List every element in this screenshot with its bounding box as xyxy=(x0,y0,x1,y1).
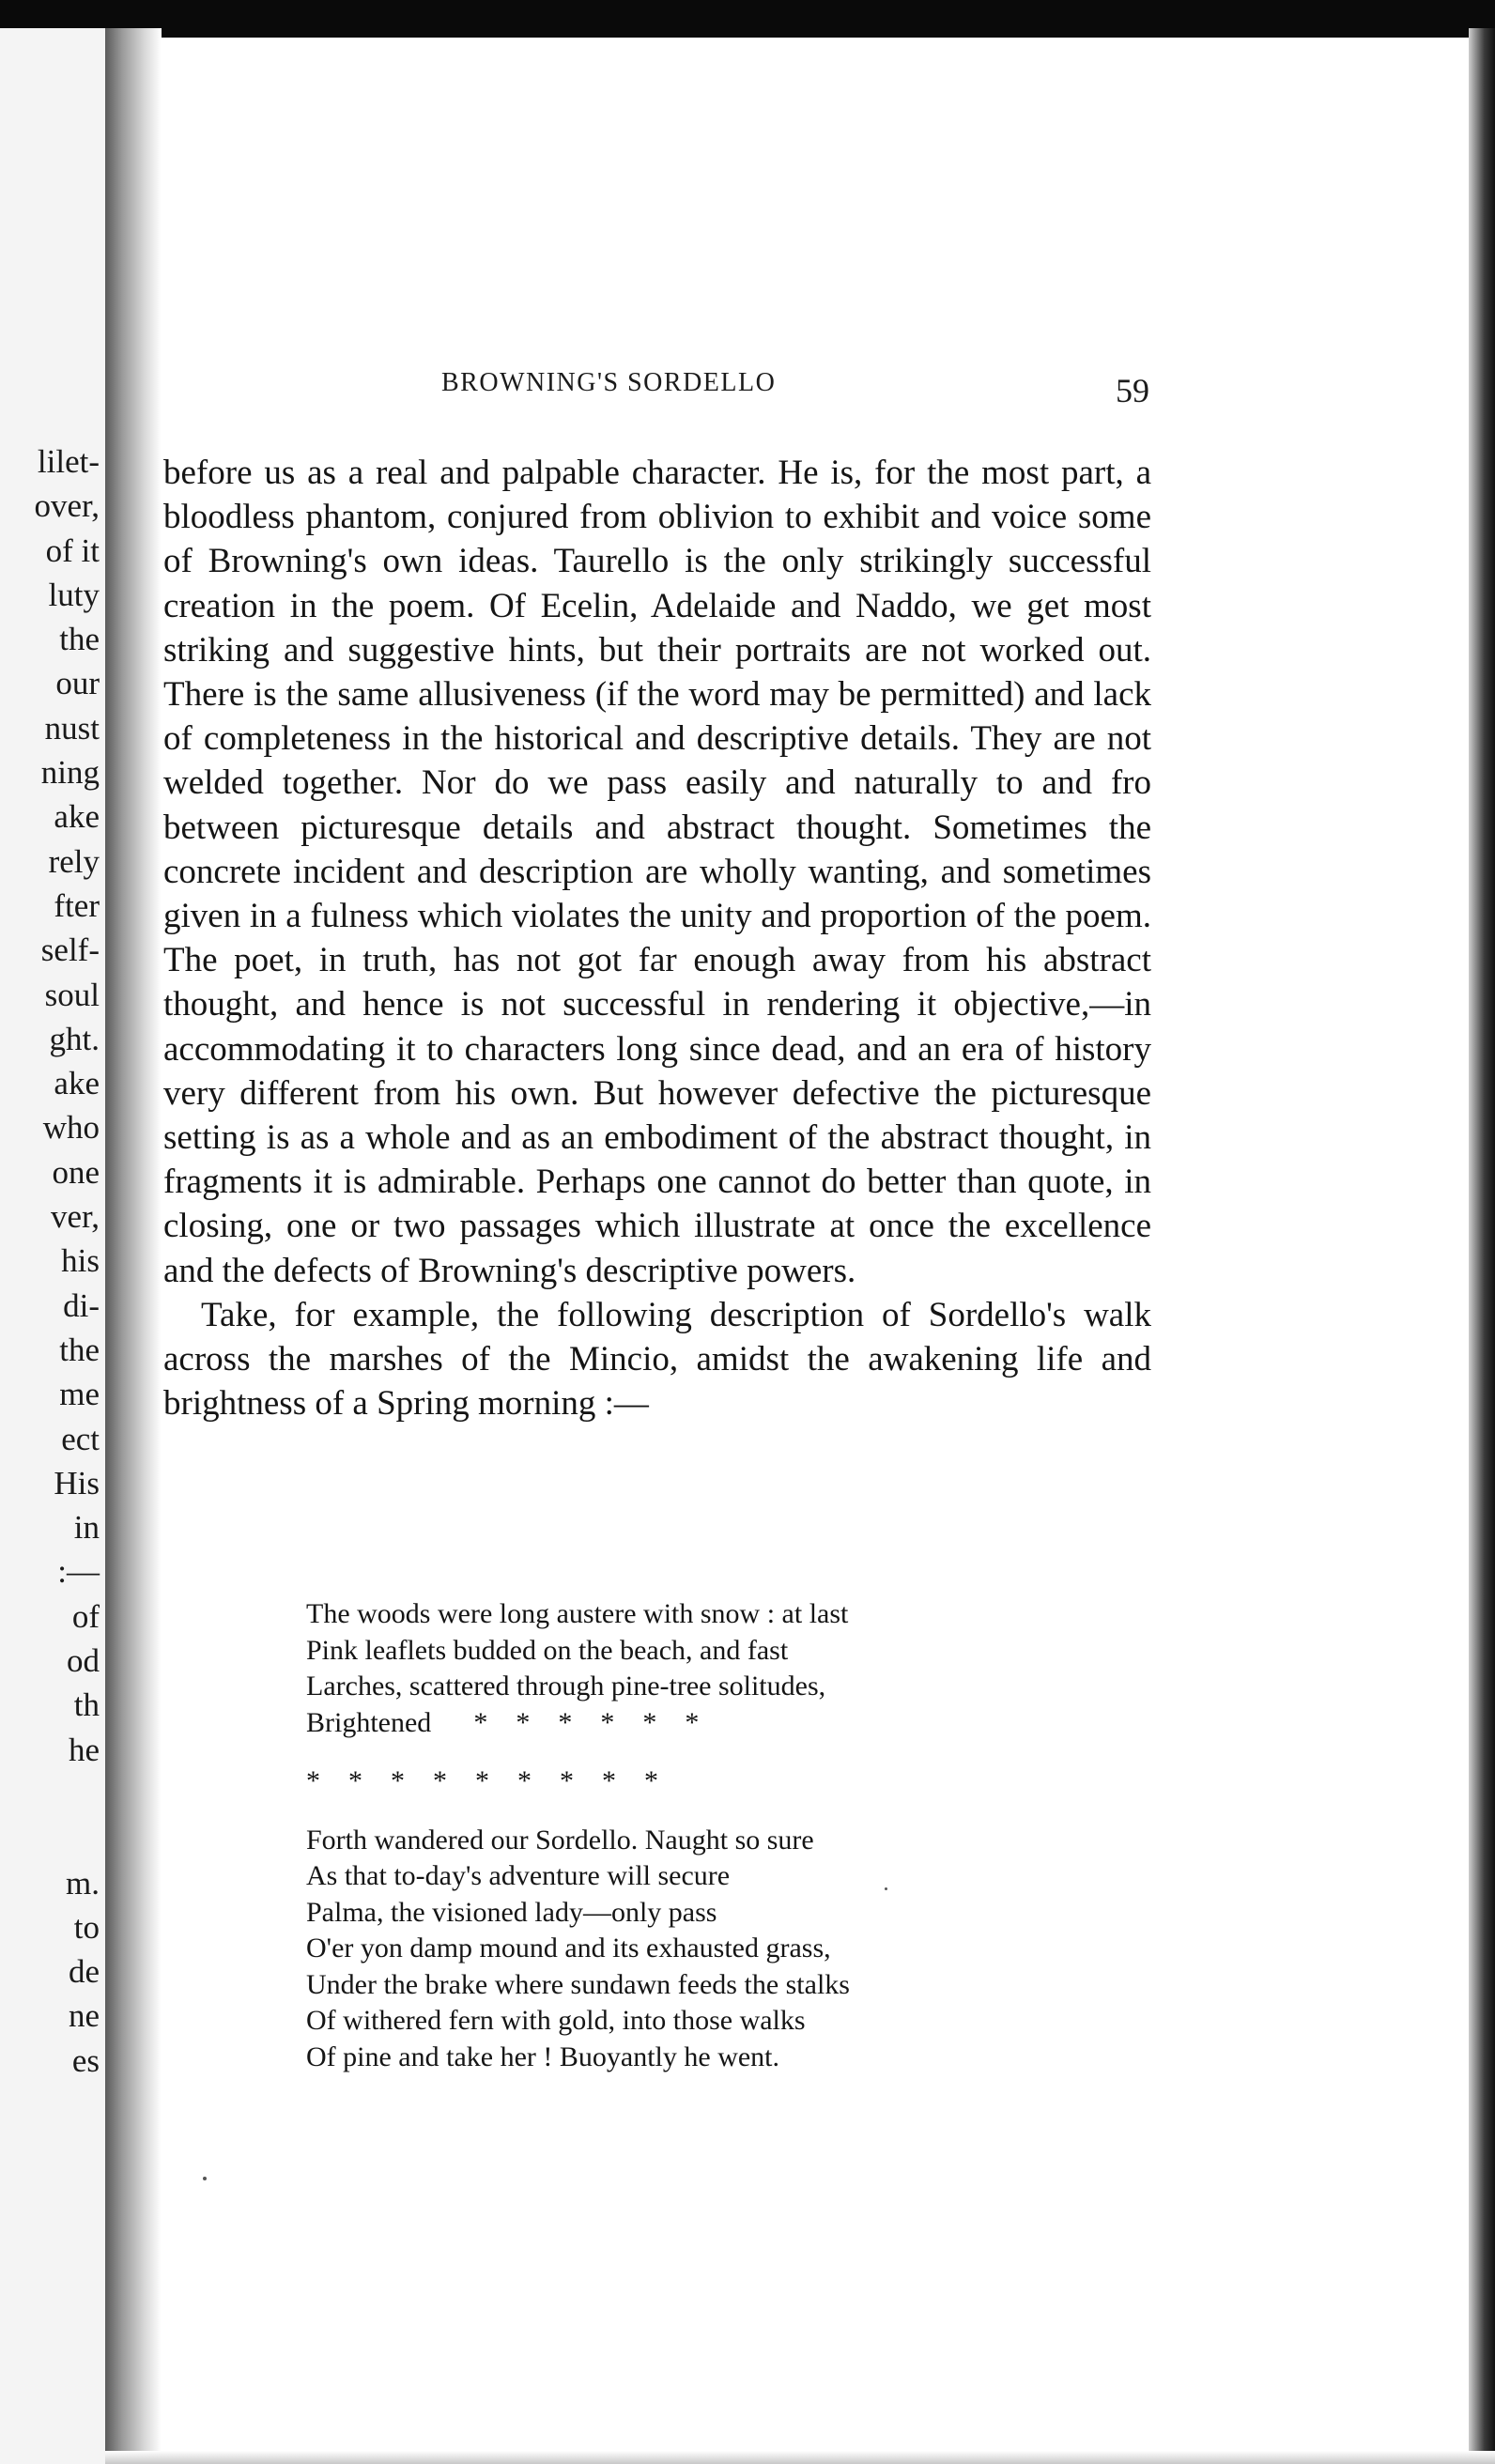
facing-page-fragment: who xyxy=(42,1109,100,1147)
facing-page-fragment: th xyxy=(73,1686,100,1724)
scan-speck xyxy=(203,2177,207,2180)
facing-page-fragment: in xyxy=(73,1509,100,1547)
facing-page-fragment: me xyxy=(59,1376,100,1413)
page-bottom-edge xyxy=(105,2451,1495,2464)
page-right-edge xyxy=(1469,28,1495,2464)
facing-page-fragment: luty xyxy=(48,576,100,613)
facing-page-fragment: his xyxy=(61,1242,100,1280)
verse-line: Forth wandered our Sordello. Naught so sure xyxy=(306,1824,814,1856)
facing-page-fragment: rely xyxy=(48,842,100,880)
facing-page-fragment: ect xyxy=(61,1420,100,1457)
facing-page-fragment: ning xyxy=(40,754,100,792)
verse-line: O'er yon damp mound and its exhausted grass, xyxy=(306,1933,831,1964)
book-gutter-shadow xyxy=(105,28,162,2464)
facing-page-fragment: ake xyxy=(54,1065,100,1102)
verse-quotation xyxy=(306,1596,1039,2075)
facing-page-fragment: the xyxy=(59,1331,100,1368)
facing-page-fragment: to xyxy=(73,1908,100,1946)
verse-line: Of pine and take her ! Buoyantly he went. xyxy=(306,2040,780,2072)
ellipsis-stars: * * * * * * xyxy=(473,1706,700,1738)
facing-page-fragment: His xyxy=(54,1464,100,1502)
facing-page-fragment: of xyxy=(71,1597,100,1635)
facing-page-fragment: de xyxy=(68,1953,100,1991)
facing-page-fragment: ake xyxy=(54,798,100,836)
facing-page-fragment xyxy=(0,1772,100,1816)
ellipsis-star-row: * * * * * * * * * xyxy=(306,1765,658,1796)
facing-page-fragment: lilet- xyxy=(37,443,100,480)
verse-line: The woods were long austere with snow : at last xyxy=(306,1598,849,1629)
facing-page-text xyxy=(0,439,100,2083)
facing-page-fragment: ne xyxy=(68,1997,100,2035)
paragraph: Take, for example, the following description of Sordello's walk across the marshes of the Mincio, amidst the awakening life and brightness of a Spring morning :— xyxy=(163,1295,1151,1424)
facing-page-fragment: our xyxy=(55,665,100,702)
verse-line: As that to-day's adventure will secure xyxy=(306,1860,731,1891)
facing-page-fragment: es xyxy=(71,2041,100,2079)
facing-page-fragment: di- xyxy=(63,1286,100,1324)
verse-line: Pink leaflets budded on the beach, and fast xyxy=(306,1634,789,1666)
verse-line: Larches, scattered through pine-tree solitudes, xyxy=(306,1671,826,1702)
running-head: BROWNING'S SORDELLO xyxy=(441,368,777,397)
facing-page-fragment: od xyxy=(67,1642,100,1680)
scan-speck xyxy=(885,1887,887,1890)
facing-page-fragment: one xyxy=(52,1153,100,1191)
verse-line: Of withered fern with gold, into those walks xyxy=(306,2005,806,2036)
facing-page-fragment: :— xyxy=(57,1553,100,1591)
facing-page-fragment: over, xyxy=(34,487,100,525)
facing-page-fragment: fter xyxy=(54,886,100,924)
facing-page-fragment: nust xyxy=(44,709,100,747)
verse-line: Palma, the visioned lady—only pass xyxy=(306,1896,717,1928)
body-text xyxy=(163,451,1151,1425)
paragraph: before us as a real and palpable character. He is, for the most part, a bloodless phantom, conjured from oblivion to exhibit and voice some of Browning's own ideas. Taurello is the only strikingly successful creation in the poem. Of Ecelin, Adelaide and Naddo, we get most striking and suggestive hints, but their portraits are not worked out. There is the same allusiveness (if the word may be permitted) and lack of completeness in the historical and descriptive details. They are not welded together. Nor do we pass easily and naturally to and fro between picturesque details and abstract thought. Sometimes the concrete incident and description are wholly wanting, and sometimes given in a fulness which violates the unity and proportion of the poem. The poet, in truth, has not got far enough away from his abstract thought, and hence is not successful in rendering it objective,—in accommodating it to characters long since dead, and an era of history very different from his own. But however defective the picturesque setting is as a whole and as an embodiment of the abstract thought, in fragments it is admirable. Perhaps one cannot do better than quote, in closing, one or two passages which illustrate at once the excellence and the defects of Browning's descriptive powers. xyxy=(163,454,1151,1290)
verse-line: Under the brake where sundawn feeds the stalks xyxy=(306,1968,850,2000)
page-number: 59 xyxy=(1116,372,1149,409)
facing-page-fragment: the xyxy=(59,621,100,658)
facing-page-fragment: soul xyxy=(44,976,100,1013)
facing-page-fragment xyxy=(0,1816,100,1860)
facing-page-fragment: ght. xyxy=(49,1020,100,1057)
facing-page-fragment: of it xyxy=(45,531,100,569)
verse-line-brightened xyxy=(306,1705,1039,1742)
facing-page-fragment: ver, xyxy=(50,1198,100,1236)
facing-page-fragment: self- xyxy=(40,932,100,969)
brightened-word: Brightened xyxy=(306,1706,432,1738)
scan-top-border xyxy=(0,0,1495,38)
facing-page-left xyxy=(0,28,105,2464)
facing-page-fragment: m. xyxy=(66,1864,100,1902)
facing-page-fragment: he xyxy=(68,1731,100,1768)
